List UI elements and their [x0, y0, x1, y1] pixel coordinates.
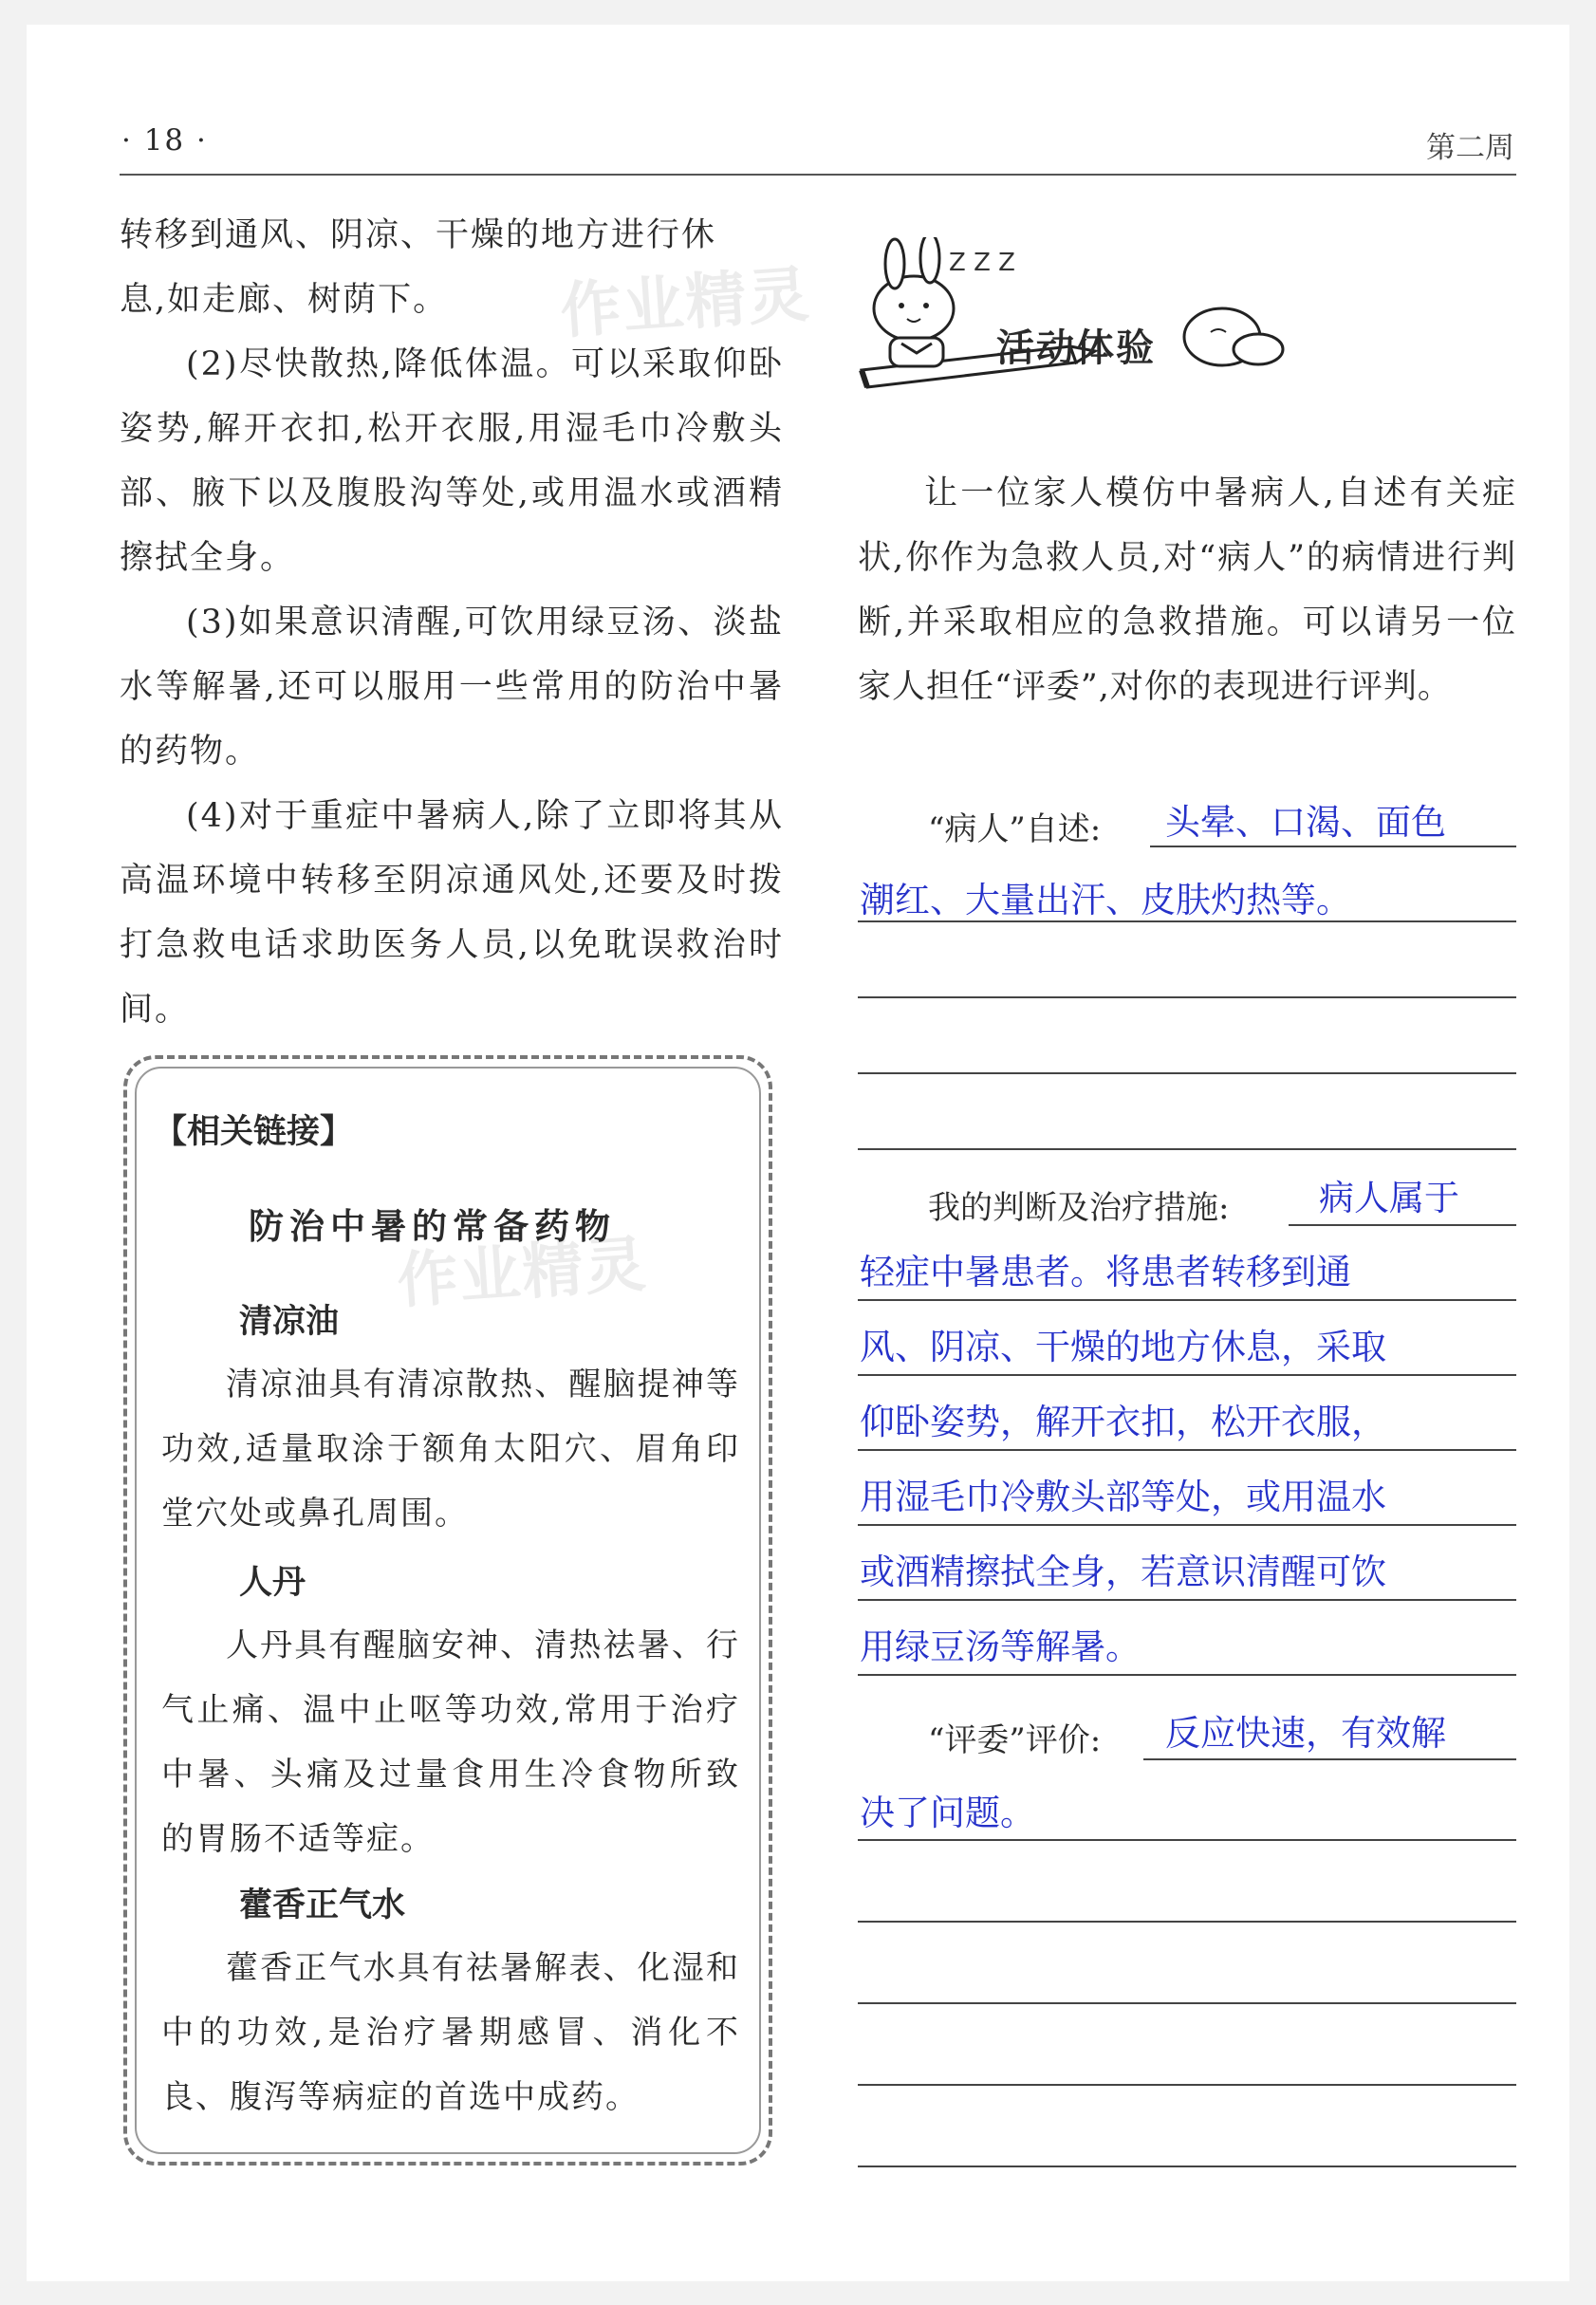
continued-paragraph-line-2: 息,如走廊、树荫下。: [120, 281, 449, 319]
drug-name-2: 人丹: [239, 1564, 306, 1602]
judge-answer-line-2: 决了问题。: [860, 1793, 1035, 1833]
paragraph-step-2: (2)尽快散热,降低体温。可以采取仰卧姿势,解开衣扣,松开衣服,用湿毛巾冷敷头部、腋下以及腹股沟等处,或用温水或酒精擦拭全身。: [120, 345, 784, 577]
judgment-answer-line-2: 轻症中暑患者。将患者转移到通: [860, 1252, 1351, 1292]
judge-label: “评委”评价:: [928, 1721, 1102, 1759]
judgment-answer-line-6: 或酒精擦拭全身，若意识清醒可饮: [860, 1552, 1386, 1592]
drug-desc-2: 人丹具有醒脑安神、清热祛暑、行气止痛、温中止呕等功效,常用于治疗中暑、头痛及过量食用生冷食物所致的胃肠不适等症。: [161, 1627, 740, 1858]
judgment-answer-line-1: 病人属于: [1319, 1178, 1459, 1218]
judge-answer-line-1: 反应快速，有效解: [1165, 1713, 1446, 1754]
answer-line: [858, 2166, 1516, 2167]
answer-line: [1143, 1758, 1516, 1760]
answer-line: [858, 1299, 1516, 1301]
judgment-answer-line-7: 用绿豆汤等解暑。: [860, 1627, 1141, 1667]
answer-line: [1289, 1224, 1516, 1226]
patient-answer-line-1: 头晕、口渴、面色: [1165, 802, 1446, 843]
answer-line: [858, 1674, 1516, 1676]
related-link-title: 防治中暑的常备药物: [249, 1205, 616, 1247]
answer-line: [858, 2084, 1516, 2086]
drug-name-1: 清凉油: [239, 1303, 340, 1341]
paragraph-step-3: (3)如果意识清醒,可饮用绿豆汤、淡盐水等解暑,还可以服用一些常用的防治中暑的药物。: [120, 604, 784, 771]
judgment-answer-line-3: 风、阴凉、干燥的地方休息，采取: [860, 1327, 1386, 1367]
answer-line: [858, 1148, 1516, 1150]
activity-title: 活动体验: [996, 326, 1156, 370]
header-rule: [120, 174, 1516, 176]
answer-line: [858, 1839, 1516, 1841]
drug-desc-1: 清凉油具有清凉散热、醒脑提神等功效,适量取涂于额角太阳穴、眉角印堂穴处或鼻孔周围。: [161, 1366, 740, 1533]
activity-intro: [858, 461, 1516, 719]
judgment-answer-line-4: 仰卧姿势，解开衣扣，松开衣服，: [860, 1402, 1386, 1442]
answer-line: [858, 996, 1516, 998]
patient-answer-line-2: 潮红、大量出汗、皮肤灼热等。: [860, 880, 1351, 920]
answer-line: [858, 920, 1516, 922]
drug-desc-3: 藿香正气水具有祛暑解表、化湿和中的功效,是治疗暑期感冒、消化不良、腹泻等病症的首选中成药。: [161, 1949, 740, 2116]
paragraph-step-4: (4)对于重症中暑病人,除了立即将其从高温环境中转移至阴凉通风处,还要及时拨打急救电话求助医务人员,以免耽误救治时间。: [120, 797, 784, 1029]
page-number: · 18 ·: [121, 123, 208, 158]
related-link-tag: 【相关链接】: [154, 1113, 354, 1151]
judgment-answer-line-5: 用湿毛巾冷敷头部等处，或用温水: [860, 1477, 1386, 1517]
answer-line: [858, 1374, 1516, 1376]
patient-label: “病人”自述:: [928, 810, 1102, 848]
answer-line: [858, 2002, 1516, 2004]
answer-line: [858, 1072, 1516, 1074]
activity-intro-text: 让一位家人模仿中暑病人,自述有关症状,你作为急救人员,对“病人”的病情进行判断,并采取相应的急救措施。可以请另一位家人担任“评委”,对你的表现进行评判。: [858, 474, 1516, 706]
week-label: 第二周: [1426, 131, 1514, 165]
answer-line: [858, 1449, 1516, 1451]
watermark-top: 作业精灵: [558, 259, 813, 348]
answer-line: [858, 1599, 1516, 1601]
answer-line: [858, 1524, 1516, 1526]
judgment-label: 我的判断及治疗措施:: [928, 1189, 1230, 1227]
watermark-box: 作业精灵: [395, 1229, 650, 1318]
answer-line: [858, 1921, 1516, 1923]
answer-line: [1150, 846, 1516, 847]
continued-paragraph-line-1: 转移到通风、阴凉、干燥的地方进行休: [120, 216, 717, 254]
sleep-zzz: Z Z Z: [949, 249, 1015, 277]
drug-name-3: 藿香正气水: [239, 1887, 406, 1924]
